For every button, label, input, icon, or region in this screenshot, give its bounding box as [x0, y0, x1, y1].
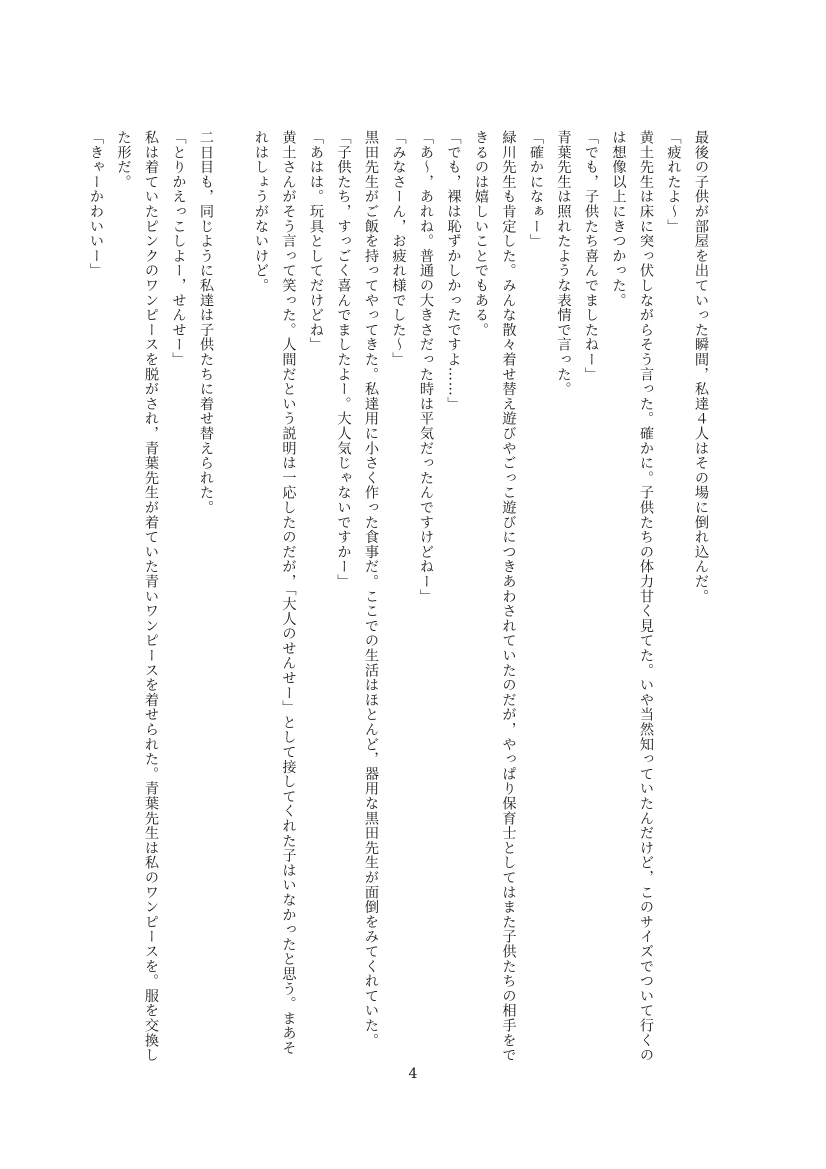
blank-line [219, 130, 247, 1065]
text-line: 「あ～，あれね。普通の大きさだった時は平気だったんですけどねー」 [418, 130, 434, 604]
text-line: 緑川先生も肯定した。みんな散々着せ替え遊びやごっこ遊びにつきあわされていたのだが，やっぱり保育士としてはまた子供たちの相手をで [500, 130, 517, 1063]
text-line: 「確かになぁー」 [528, 130, 544, 249]
text-line: 「子供たち，すっごく喜んでましたよー。大人気じゃないですかー」 [335, 130, 352, 589]
text-line: 「でも，裸は恥ずかしかったですよ……」 [445, 130, 462, 412]
text-line: 「みなさーん，お疲れ様でした～」 [390, 130, 407, 367]
vertical-text-body [88, 130, 714, 1065]
text-line: 黄土さんがそう言って笑った。人間だという説明は一応したのだが，「大人のせんせー」として接してくれた子はいなかったと思う。まあそ [280, 130, 297, 1056]
page-number: 4 [408, 1066, 418, 1082]
text-line: 黄土先生は床に突っ伏しながらそう言った。確かに。子供たちの体力甘く見てた。いや当然知っていたんだけど，このサイズでついて行くの [638, 130, 654, 1063]
text-line: は想像以上にきつかった。 [610, 130, 627, 308]
text-line: きるのは嬉しいことでもある。 [473, 130, 489, 338]
text-line: た形だ。 [115, 130, 132, 190]
text-line: 青葉先生は照れたような表情で言った。 [555, 130, 572, 397]
text-line: 私は着ていたピンクのワンピースを脱がされ，青葉先生が着ていた青いワンピースを着せられた。青葉先生は私のワンピースを。服を交換し [143, 130, 159, 1063]
text-line: 二日目も，同じように私達は子供たちに着せ替えられた。 [198, 130, 214, 515]
text-line: 「とりかえっこしよー，せんせー」 [170, 130, 187, 367]
text-line: 最後の子供が部屋を出ていった瞬間，私達４人はその場に倒れ込んだ。 [693, 130, 709, 604]
text-line: 「きゃーかわいいー」 [88, 130, 104, 278]
text-line: 「あはは。玩具としてだけどね」 [308, 130, 324, 352]
text-line: 「でも，子供たち喜んでましたねー」 [583, 130, 599, 382]
text-line: れはしょうがないけど。 [253, 130, 269, 293]
text-line: 「疲れたよ～」 [665, 130, 682, 234]
text-line: 黒田先生がご飯を持ってやってきた。私達用に小さく作った食事だ。ここでの生活はほとんど，器用な黒田先生が面倒をみてくれていた。 [363, 130, 379, 1048]
